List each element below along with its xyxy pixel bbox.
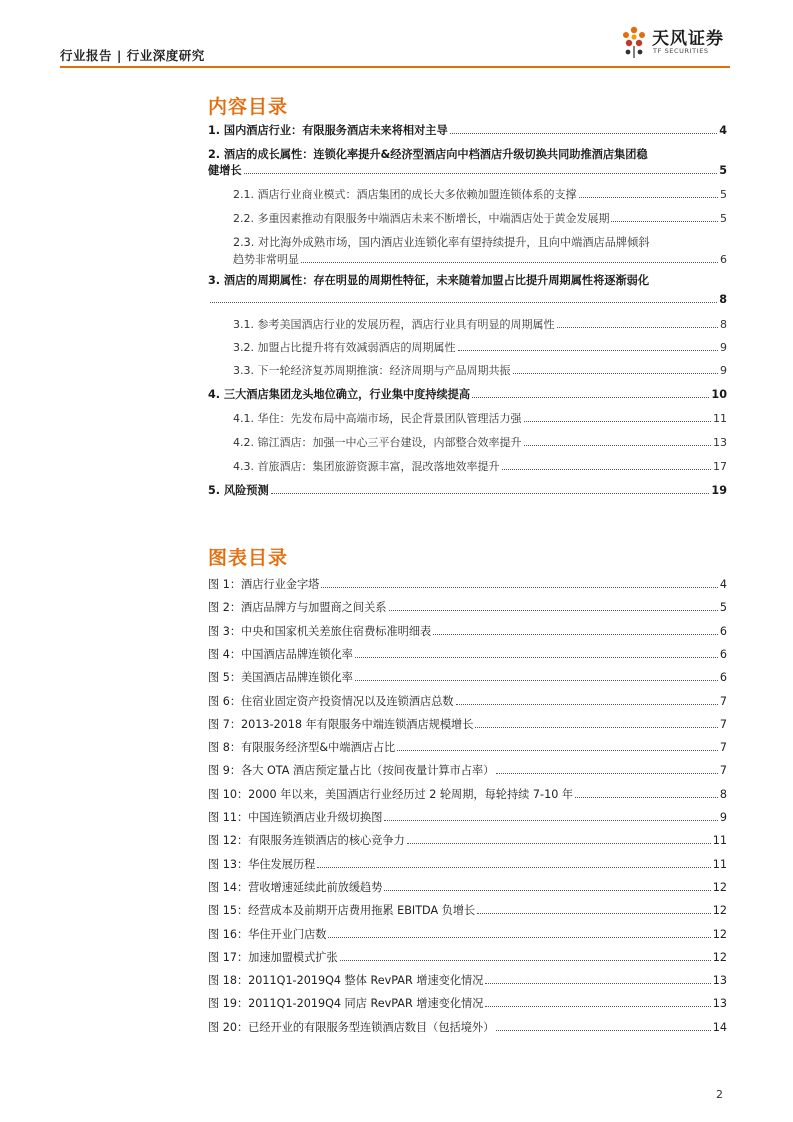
toc-entry-page: 9	[720, 341, 727, 354]
figure-entry-label: 图 14：营收增速延续此前放缓趋势	[208, 880, 383, 894]
logo-chinese-name: 天风证券	[652, 29, 724, 49]
toc-entry[interactable]	[208, 122, 727, 138]
figure-entry-label: 图 15：经营成本及前期开店费用拖累 EBITDA 负增长	[208, 904, 476, 918]
dot-leader	[389, 610, 718, 611]
toc-entry-label: 5. 风险预测	[208, 484, 269, 497]
figure-entry[interactable]	[208, 599, 727, 615]
toc-entry-label: 4.2. 锦江酒店：加强一中心三平台建设，内部整合效率提升	[233, 436, 522, 449]
dot-leader	[244, 173, 718, 174]
figure-entry[interactable]	[208, 1019, 727, 1035]
dot-leader	[472, 397, 709, 398]
page-number: 2	[716, 1088, 723, 1101]
toc-entry-label: 4.3. 首旅酒店：集团旅游资源丰富，混改落地效率提升	[233, 460, 500, 473]
dot-leader	[407, 843, 711, 844]
dot-leader	[301, 262, 718, 263]
figure-entry-page: 9	[719, 811, 727, 824]
figure-entry[interactable]	[208, 879, 727, 895]
figure-entry-page: 5	[719, 601, 727, 615]
toc-entry[interactable]	[208, 291, 727, 307]
dot-leader	[355, 680, 718, 681]
figure-entry-label: 图 18：2011Q1-2019Q4 整体 RevPAR 增速变化情况	[208, 974, 484, 988]
toc-entry[interactable]	[233, 458, 727, 474]
dot-leader	[513, 373, 719, 374]
figure-entry-label: 图 12：有限服务连锁酒店的核心竞争力	[208, 834, 405, 848]
toc-entry-label: 健增长	[208, 164, 242, 177]
figure-entry[interactable]	[208, 646, 727, 662]
figure-entry-page: 6	[719, 624, 727, 638]
toc-entry-label: 1. 国内酒店行业：有限服务酒店未来将相对主导	[208, 124, 448, 137]
dot-leader	[485, 983, 710, 984]
dot-leader	[328, 937, 710, 938]
figure-entry[interactable]	[208, 995, 727, 1011]
header-divider	[60, 66, 730, 68]
figure-entry-label: 图 19：2011Q1-2019Q4 同店 RevPAR 增速变化情况	[208, 997, 484, 1011]
toc-entry-label: 2.2. 多重因素推动有限服务中端酒店未来不断增长，中端酒店处于黄金发展期	[233, 212, 610, 225]
figure-entry-label: 图 3：中央和国家机关差旅住宿费标准明细表	[208, 624, 432, 638]
figure-entry-label: 图 1：酒店行业金字塔	[208, 578, 320, 591]
toc-title: 内容目录	[208, 96, 289, 118]
toc-entry[interactable]	[208, 482, 727, 498]
dot-leader	[557, 327, 719, 328]
toc-entry[interactable]	[233, 210, 727, 226]
figure-entry-page: 7	[719, 717, 727, 731]
toc-entry-label: 趋势非常明显	[233, 253, 299, 266]
toc-entry-page: 19	[711, 484, 727, 497]
toc-entry-page: 8	[719, 293, 727, 306]
toc-entry-page: 17	[713, 460, 727, 473]
dot-leader	[384, 890, 710, 891]
figure-entry[interactable]	[208, 576, 727, 592]
figure-entry-page: 12	[712, 950, 727, 964]
toc-entry-page: 4	[719, 124, 727, 137]
figure-entry[interactable]	[208, 693, 727, 709]
figure-entry-page: 13	[712, 974, 727, 988]
dot-leader	[579, 197, 719, 198]
dot-leader	[611, 221, 718, 222]
figure-entry[interactable]	[208, 902, 727, 918]
figure-entry[interactable]	[208, 809, 727, 825]
figure-entry-label: 图 11：中国连锁酒店业升级切换图	[208, 811, 383, 824]
figure-entry-label: 图 4：中国酒店品牌连锁化率	[208, 647, 353, 661]
dot-leader	[433, 634, 718, 635]
company-logo	[618, 24, 730, 64]
dot-leader	[485, 1006, 710, 1007]
figure-entry-page: 12	[712, 880, 727, 894]
toc-entry-page: 5	[720, 212, 727, 225]
figure-entry[interactable]	[208, 669, 727, 685]
figure-entry-page: 4	[719, 578, 727, 591]
figure-entry[interactable]	[208, 926, 727, 942]
figure-entry[interactable]	[208, 786, 727, 802]
figure-entry-page: 7	[719, 764, 727, 778]
toc-entry-label: 4. 三大酒店集团龙头地位确立，行业集中度持续提高	[208, 388, 471, 401]
figure-entry-page: 13	[712, 997, 727, 1011]
toc-entry[interactable]	[233, 362, 727, 378]
figure-entry[interactable]	[208, 623, 727, 639]
dot-leader	[317, 867, 710, 868]
header-report-type: 行业报告 | 行业深度研究	[60, 48, 205, 63]
figure-entry-page: 11	[712, 834, 727, 848]
figure-entry[interactable]	[208, 972, 727, 988]
logo-english-name: TF SECURITIES	[653, 47, 709, 55]
figure-entry-page: 6	[719, 671, 727, 685]
dot-leader	[477, 913, 711, 914]
page-header	[60, 29, 730, 66]
figure-entry-page: 7	[719, 694, 727, 708]
dot-leader	[458, 350, 719, 351]
figures-toc-title: 图表目录	[208, 547, 289, 569]
dot-leader	[524, 421, 712, 422]
toc-entry[interactable]	[208, 162, 727, 178]
toc-entry-page: 13	[713, 436, 727, 449]
figure-entry[interactable]	[208, 832, 727, 848]
toc-entry-label: 2.1. 酒店行业商业模式：酒店集团的成长大多依赖加盟连锁体系的支撑	[233, 188, 577, 201]
tf-flower-icon	[618, 24, 650, 64]
figure-entry[interactable]	[208, 716, 727, 732]
toc-entry[interactable]	[208, 386, 727, 402]
figure-entry-label: 图 17：加速加盟模式扩张	[208, 950, 338, 964]
figure-entry-page: 12	[712, 927, 727, 941]
dot-leader	[271, 493, 710, 494]
toc-entry[interactable]	[233, 186, 727, 202]
figure-entry-page: 14	[712, 1020, 727, 1034]
toc-entry[interactable]	[233, 339, 727, 355]
dot-leader	[496, 773, 718, 774]
toc-entry[interactable]	[233, 410, 727, 426]
dot-leader	[496, 1030, 710, 1031]
dot-leader	[456, 704, 718, 705]
figure-entry-page: 11	[712, 857, 727, 871]
figure-entry-label: 图 8：有限服务经济型&中端酒店占比	[208, 741, 396, 755]
toc-entry-page: 10	[711, 388, 727, 401]
toc-entry-line: 2. 酒店的成长属性：连锁化率提升&经济型酒店向中档酒店升级切换共同助推酒店集团稳	[208, 148, 648, 161]
figure-entry-label: 图 13：华住发展历程	[208, 857, 316, 871]
toc-entry-label: 4.1. 华住：先发布局中高端市场，民企背景团队管理活力强	[233, 412, 522, 425]
figure-entry-page: 8	[719, 787, 727, 801]
figure-entry-label: 图 20：已经开业的有限服务型连锁酒店数目（包括境外）	[208, 1020, 495, 1034]
toc-entry-page: 8	[720, 318, 727, 331]
figure-entry-label: 图 5：美国酒店品牌连锁化率	[208, 671, 353, 685]
figure-entry[interactable]	[208, 856, 727, 872]
figure-entry-label: 图 2：酒店品牌方与加盟商之间关系	[208, 601, 387, 615]
figure-entry[interactable]	[208, 762, 727, 778]
toc-entry-page: 9	[720, 364, 727, 377]
dot-leader	[475, 727, 717, 728]
dot-leader	[450, 133, 718, 134]
figure-entry-label: 图 7：2013-2018 年有限服务中端连锁酒店规模增长	[208, 717, 474, 731]
toc-entry-label: 3.3. 下一轮经济复苏周期推演：经济周期与产品周期共振	[233, 364, 511, 377]
dot-leader	[340, 960, 711, 961]
figure-entry-label: 图 6：住宿业固定资产投资情况以及连锁酒店总数	[208, 694, 454, 708]
dot-leader	[524, 445, 712, 446]
figure-entry[interactable]	[208, 949, 727, 965]
figure-entry-page: 6	[719, 647, 727, 661]
figure-entry-label: 图 10：2000 年以来，美国酒店行业经历过 2 轮周期，每轮持续 7-10 年	[208, 787, 574, 801]
figure-entry[interactable]	[208, 739, 727, 755]
toc-entry-page: 6	[720, 253, 727, 266]
figure-entry-page: 7	[719, 741, 727, 755]
dot-leader	[397, 750, 718, 751]
dot-leader	[355, 657, 718, 658]
dot-leader	[502, 469, 712, 470]
figure-entry-label: 图 9：各大 OTA 酒店预定量占比（按间夜量计算市占率）	[208, 764, 495, 778]
toc-entry-label: 3.1. 参考美国酒店行业的发展历程，酒店行业具有明显的周期属性	[233, 318, 555, 331]
toc-entry[interactable]	[233, 316, 727, 332]
dot-leader	[210, 302, 717, 303]
dot-leader	[321, 587, 718, 588]
toc-entry-line: 3. 酒店的周期属性：存在明显的周期性特征，未来随着加盟占比提升周期属性将逐渐弱化	[208, 274, 650, 287]
toc-entry-label: 3.2. 加盟占比提升将有效减弱酒店的周期属性	[233, 341, 456, 354]
figure-entry-label: 图 16：华住开业门店数	[208, 927, 327, 941]
dot-leader	[575, 797, 718, 798]
toc-entry-page: 5	[719, 164, 727, 177]
figure-entry-page: 12	[712, 904, 727, 918]
toc-entry[interactable]	[233, 251, 727, 267]
toc-entry-line: 2.3. 对比海外成熟市场，国内酒店业连锁化率有望持续提升，且向中端酒店品牌倾斜	[233, 236, 650, 249]
dot-leader	[384, 820, 717, 821]
toc-entry-page: 11	[713, 412, 727, 425]
toc-entry-page: 5	[720, 188, 727, 201]
toc-entry[interactable]	[233, 434, 727, 450]
